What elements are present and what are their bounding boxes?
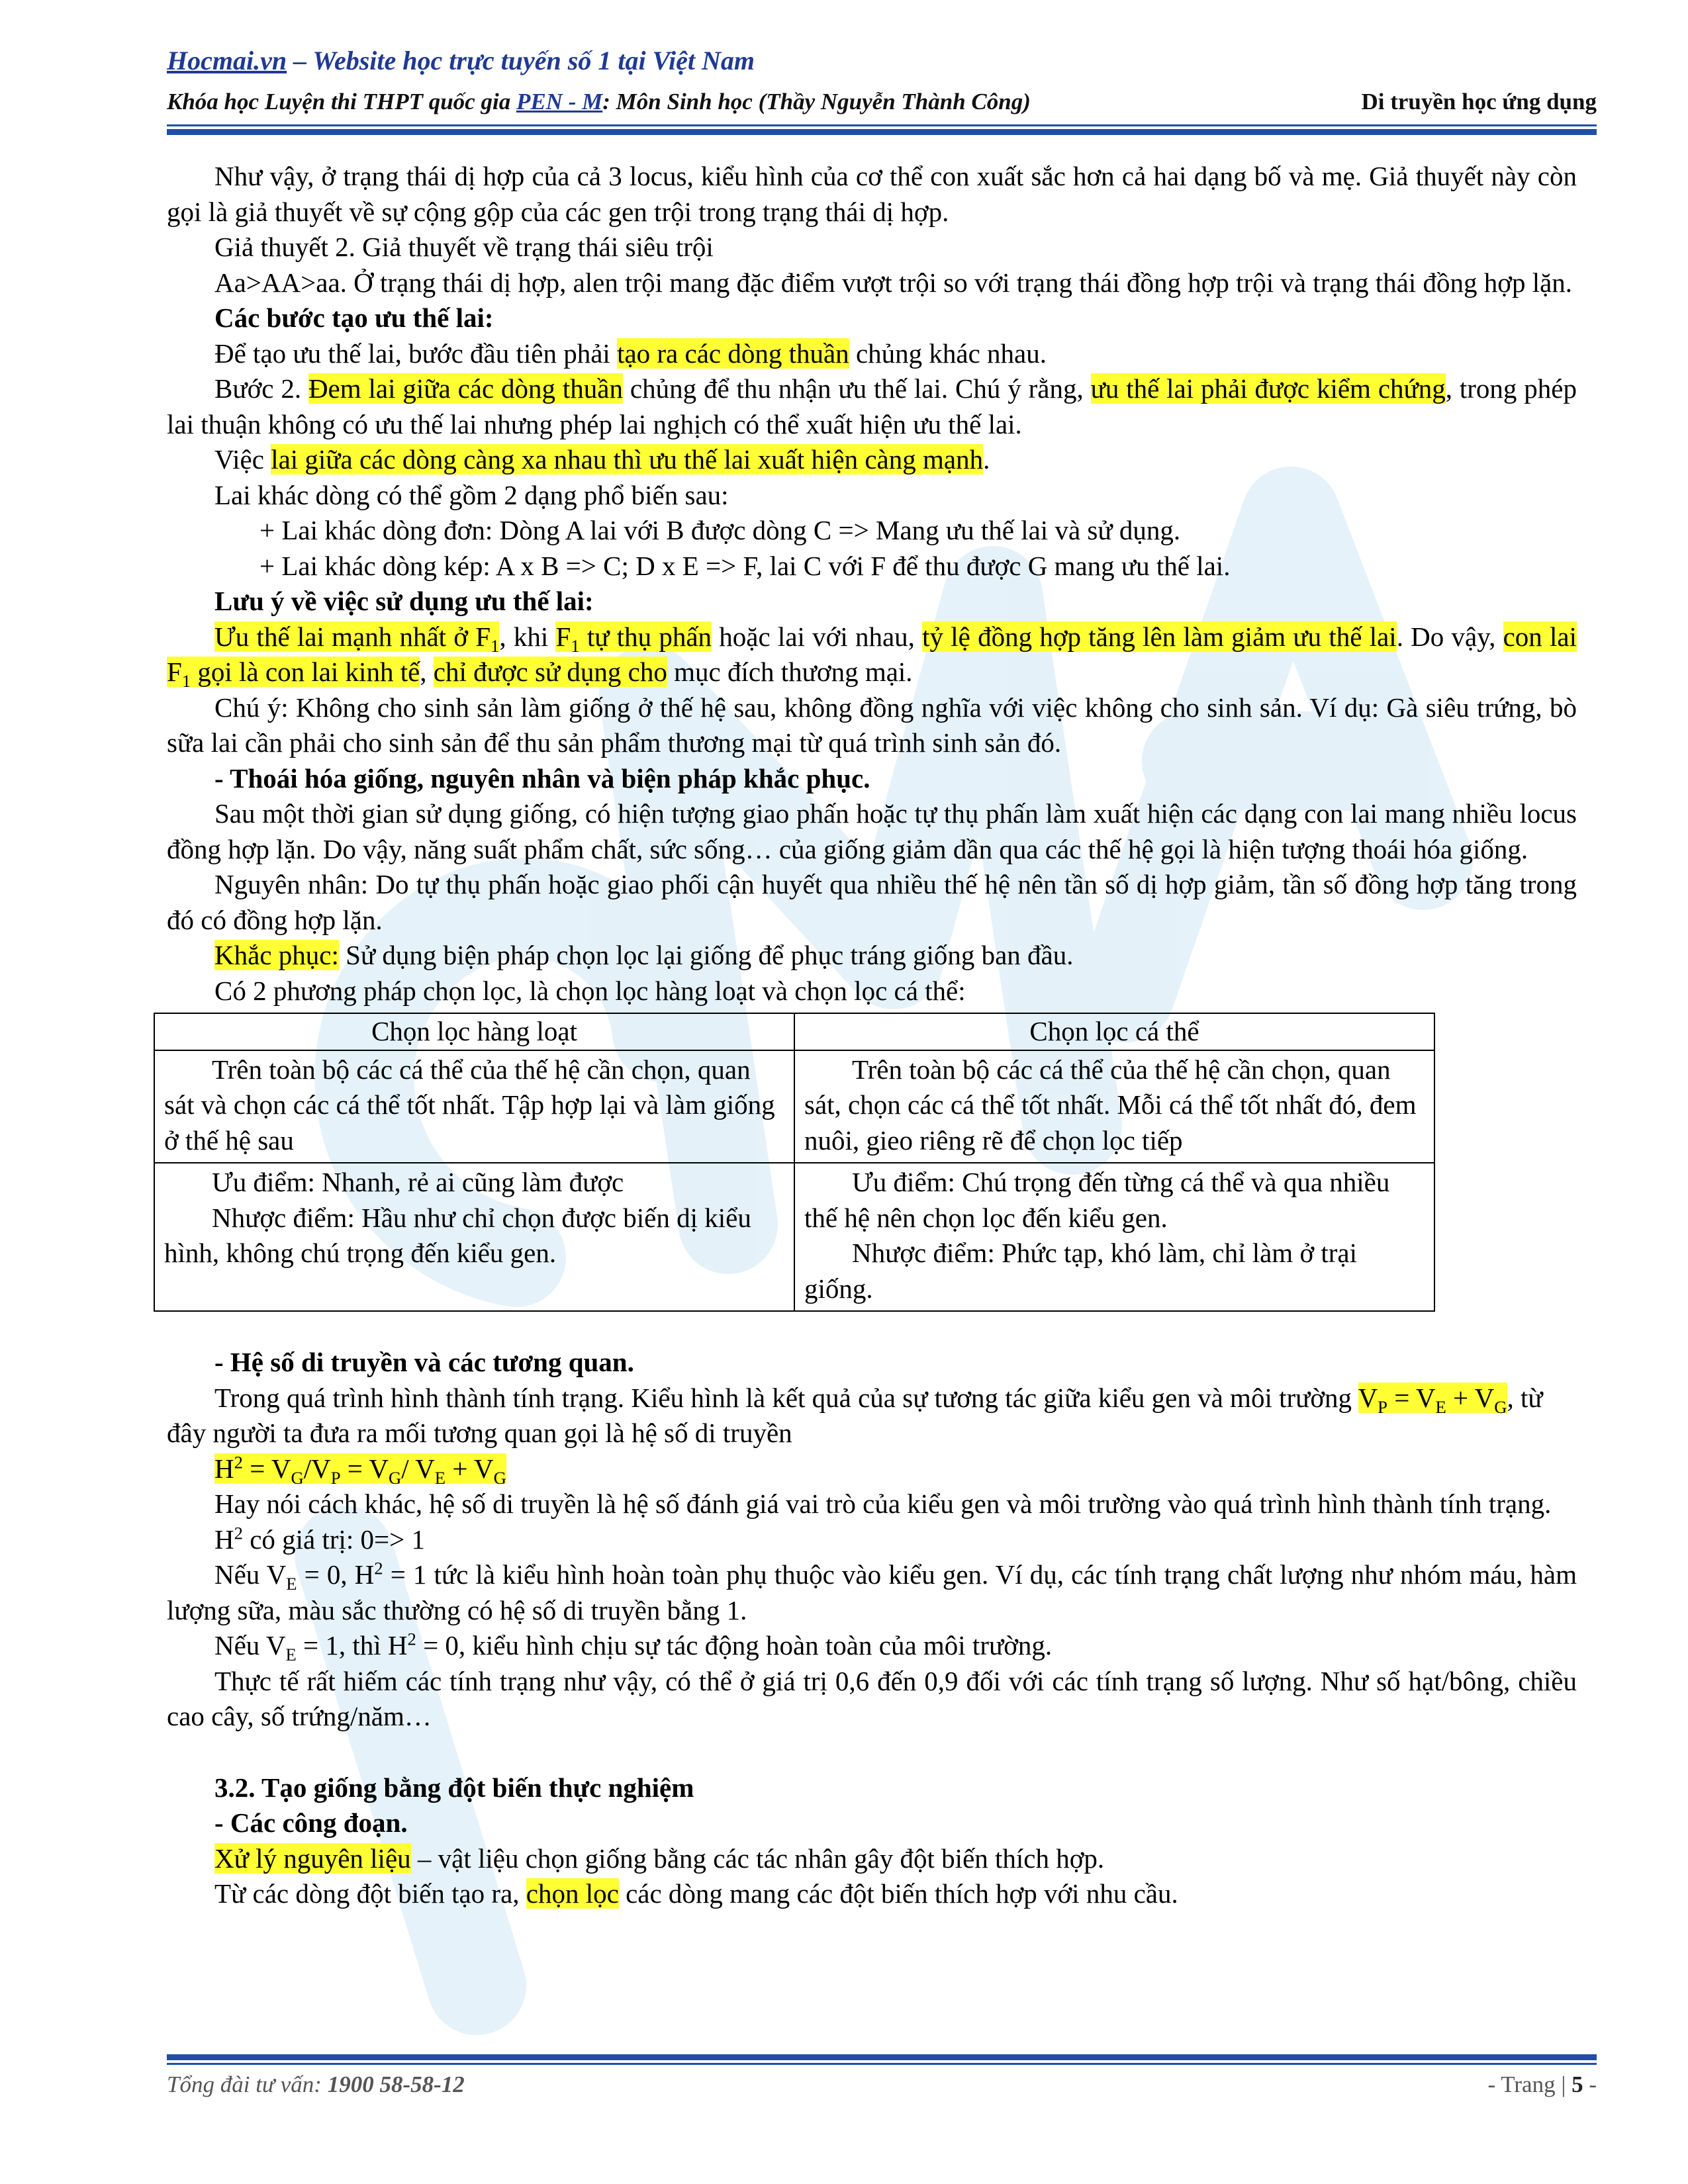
hotline-label: Tổng đài tư vấn: — [167, 2071, 328, 2097]
highlight: chọn lọc — [526, 1878, 619, 1909]
section-heading: 3.2. Tạo giống bằng đột biến thực nghiệm — [214, 1772, 694, 1803]
paragraph: Như vậy, ở trạng thái dị hợp của cả 3 locus, kiểu hình của cơ thể con xuất sắc hơn cả hai dạng bố và mẹ. Giả thuyết này còn gọi là giả thuyết về sự cộng gộp của các gen trội trong trạng thái dị hợp. — [167, 161, 1577, 227]
site-link[interactable]: Hocmai.vn — [167, 46, 287, 75]
paragraph: Lai khác dòng có thể gồm 2 dạng phổ biến sau: — [214, 479, 729, 510]
highlight: Xử lý nguyên liệu — [214, 1843, 411, 1874]
paragraph: Nguyên nhân: Do tự thụ phấn hoặc giao phối cận huyết qua nhiều thế hệ nên tần số dị hợp giảm, tần số đồng hợp tăng trong đó có đồng hợp lặn. — [167, 869, 1577, 935]
table-row — [154, 1163, 1434, 1311]
table-cell: Trên toàn bộ các cá thể của thế hệ cần chọn, quan sát và chọn các cá thể tốt nhất. Tập hợp lại và làm giống ở thế hệ sau — [154, 1050, 794, 1163]
highlight: ưu thế lai phải được kiểm chứng — [1090, 373, 1446, 404]
highlight: Khắc phục: — [214, 940, 339, 970]
paragraph: Từ các dòng đột biến tạo ra, chọn lọc các dòng mang các đột biến thích hợp với nhu cầu. — [214, 1878, 1178, 1909]
heritability-formula — [167, 1451, 1577, 1487]
course-line — [167, 89, 1597, 115]
paragraph: Thực tế rất hiếm các tính trạng như vậy, có thể ở giá trị 0,6 đến 0,9 đối với các tính trạng số lượng. Như số hạt/bông, chiều cao cây, số trứng/năm… — [167, 1665, 1577, 1731]
section-heading: Lưu ý về việc sử dụng ưu thế lai: — [214, 586, 594, 616]
paragraph: Sau một thời gian sử dụng giống, có hiện tượng giao phấn hoặc tự thụ phấn làm xuất hiện các dạng con lai mang nhiều locus đồng hợp lặn. Do vậy, năng suất phẩm chất, sức sống… của giống giảm dần qua các thế hệ gọi là hiện tượng thoái hóa giống. — [167, 798, 1577, 864]
footer-rule — [167, 2054, 1597, 2065]
paragraph: Xử lý nguyên liệu – vật liệu chọn giống bằng các tác nhân gây đột biến thích hợp. — [214, 1843, 1105, 1874]
paragraph: Giả thuyết 2. Giả thuyết về trạng thái siêu trội — [214, 232, 714, 262]
selection-methods-table — [154, 1013, 1435, 1312]
section-heading: - Hệ số di truyền và các tương quan. — [214, 1347, 634, 1377]
course-suffix: : Môn Sinh học (Thầy Nguyễn Thành Công) — [602, 89, 1031, 114]
highlight: tỷ lệ đồng hợp tăng lên làm giảm ưu thế lai — [922, 621, 1397, 652]
highlight: chỉ được sử dụng cho — [433, 657, 667, 687]
paragraph: Nếu $V_E = 0$, $H^2 = 1$ tức là kiểu hình hoàn toàn phụ thuộc vào kiểu gen. Ví dụ, các tính trạng chất lượng như nhóm máu, hàm lượng sữa, màu sắc thường có hệ số di truyền bằng 1. — [167, 1558, 1577, 1625]
table-row — [154, 1050, 1434, 1163]
table-cell: Trên toàn bộ các cá thể của thế hệ cần chọn, quan sát, chọn các cá thể tốt nhất. Mỗi cá thể tốt nhất đó, đem nuôi, gieo riêng rẽ để chọn lọc tiếp — [794, 1050, 1434, 1163]
paragraph: Chú ý: Không cho sinh sản làm giống ở thế hệ sau, không đồng nghĩa với việc không cho sinh sản. Ví dụ: Gà siêu trứng, bò sữa lai cần phải cho sinh sản để thu sản phẩm thương mại từ quá trình sinh sản đó. — [167, 692, 1577, 758]
highlight: $V_P = V_E + V_G$ — [1358, 1382, 1507, 1417]
highlight: $F_1$ tự thụ phấn — [555, 621, 712, 656]
footer-hotline — [167, 2071, 465, 2098]
paragraph: Để tạo ưu thế lai, bước đầu tiên phải tạo ra các dòng thuần chủng khác nhau. — [214, 338, 1047, 369]
course-prefix: Khóa học Luyện thi THPT quốc gia — [167, 89, 516, 114]
paragraph: Khắc phục: Sử dụng biện pháp chọn lọc lại giống để phục tráng giống ban đầu. — [214, 940, 1074, 970]
paragraph: Ưu thế lai mạnh nhất ở $F_1$, khi $F_1$ tự thụ phấn hoặc lai với nhau, tỷ lệ đồng hợp tăng lên làm giảm ưu thế lai. Do vậy, con lai $F_1$ gọi là con lai kinh tế, chỉ được sử dụng cho mục đích thương mại. — [167, 621, 1577, 692]
highlight: con lai $F_1$ gọi là con lai kinh tế — [167, 621, 1577, 692]
hotline-number: 1900 58-58-12 — [327, 2071, 465, 2097]
paragraph: Bước 2. Đem lai giữa các dòng thuần chủng để thu nhận ưu thế lai. Chú ý rằng, ưu thế lai phải được kiểm chứng, trong phép lai thuận không có ưu thế lai nhưng phép lai nghịch có thể xuất hiện ưu thế lai. — [167, 373, 1577, 439]
course-pen-link[interactable]: PEN - M — [516, 89, 603, 114]
page-content — [164, 159, 1577, 1912]
header-rule — [167, 124, 1597, 135]
highlight: lai giữa các dòng càng xa nhau thì ưu thế lai xuất hiện càng mạnh — [271, 444, 984, 475]
paragraph: Hay nói cách khác, hệ số di truyền là hệ số đánh giá vai trò của kiểu gen và môi trường vào quá trình hình thành tính trạng. — [214, 1488, 1552, 1519]
header-title — [167, 45, 755, 76]
table-cell: Ưu điểm: Nhanh, rẻ ai cũng làm được Nhược điểm: Hầu như chỉ chọn được biến dị kiểu hình, không chú trọng đến kiểu gen. — [154, 1163, 794, 1311]
paragraph: Trong quá trình hình thành tính trạng. Kiểu hình là kết quả của sự tương tác giữa kiểu gen và môi trường $V_P = V_E + V_G$, từ đây người ta đưa ra mối tương quan gọi là hệ số di truyền — [167, 1382, 1543, 1448]
page-num-value: 5 — [1571, 2071, 1583, 2097]
list-item: + Lai khác dòng đơn: Dòng A lai với B được dòng C => Mang ưu thế lai và sử dụng. — [259, 515, 1181, 545]
highlight: tạo ra các dòng thuần — [617, 338, 849, 369]
highlight: Ưu thế lai mạnh nhất ở $F_1$ — [214, 621, 500, 656]
highlight: $H^2 = V_G/V_P = V_G/$ $V_E + V_G$ — [214, 1451, 506, 1488]
paragraph: Aa>AA>aa. Ở trạng thái dị hợp, alen trội mang đặc điểm vượt trội so với trạng thái đồng hợp trội và trạng thái đồng hợp lặn. — [214, 267, 1573, 298]
paragraph: Có 2 phương pháp chọn lọc, là chọn lọc hàng loạt và chọn lọc cá thể: — [214, 975, 966, 1006]
section-heading: Các bước tạo ưu thế lai: — [214, 302, 494, 333]
list-item: + Lai khác dòng kép: A x B => C; D x E => F, lai C với F để thu được G mang ưu thế lai. — [259, 550, 1231, 581]
table-row — [154, 1013, 1434, 1050]
section-heading: - Thoái hóa giống, nguyên nhân và biện pháp khắc phục. — [214, 762, 870, 794]
site-tagline: – Website học trực tuyến số 1 tại Việt Nam — [287, 46, 755, 75]
highlight: Đem lai giữa các dòng thuần — [308, 373, 623, 404]
table-header-cell: Chọn lọc cá thể — [794, 1013, 1434, 1050]
table-header-cell: Chọn lọc hàng loạt — [154, 1013, 794, 1050]
paragraph: Việc lai giữa các dòng càng xa nhau thì ưu thế lai xuất hiện càng mạnh. — [214, 444, 990, 475]
table-cell: Ưu điểm: Chú trọng đến từng cá thể và qua nhiều thế hệ nên chọn lọc đến kiểu gen. Nhược điểm: Phức tạp, khó làm, chỉ làm ở trại giống. — [794, 1163, 1434, 1311]
page-number: - Trang | 5 - — [1487, 2071, 1597, 2097]
paragraph: Nếu $V_E = 1$, thì $H^2 = 0$, kiểu hình chịu sự tác động hoàn toàn của môi trường. — [214, 1629, 1053, 1665]
topic-title: Di truyền học ứng dụng — [1361, 89, 1597, 114]
section-heading: - Các công đoạn. — [214, 1807, 408, 1838]
paragraph: $H^2$ có giá trị: 0=> 1 — [214, 1522, 426, 1555]
